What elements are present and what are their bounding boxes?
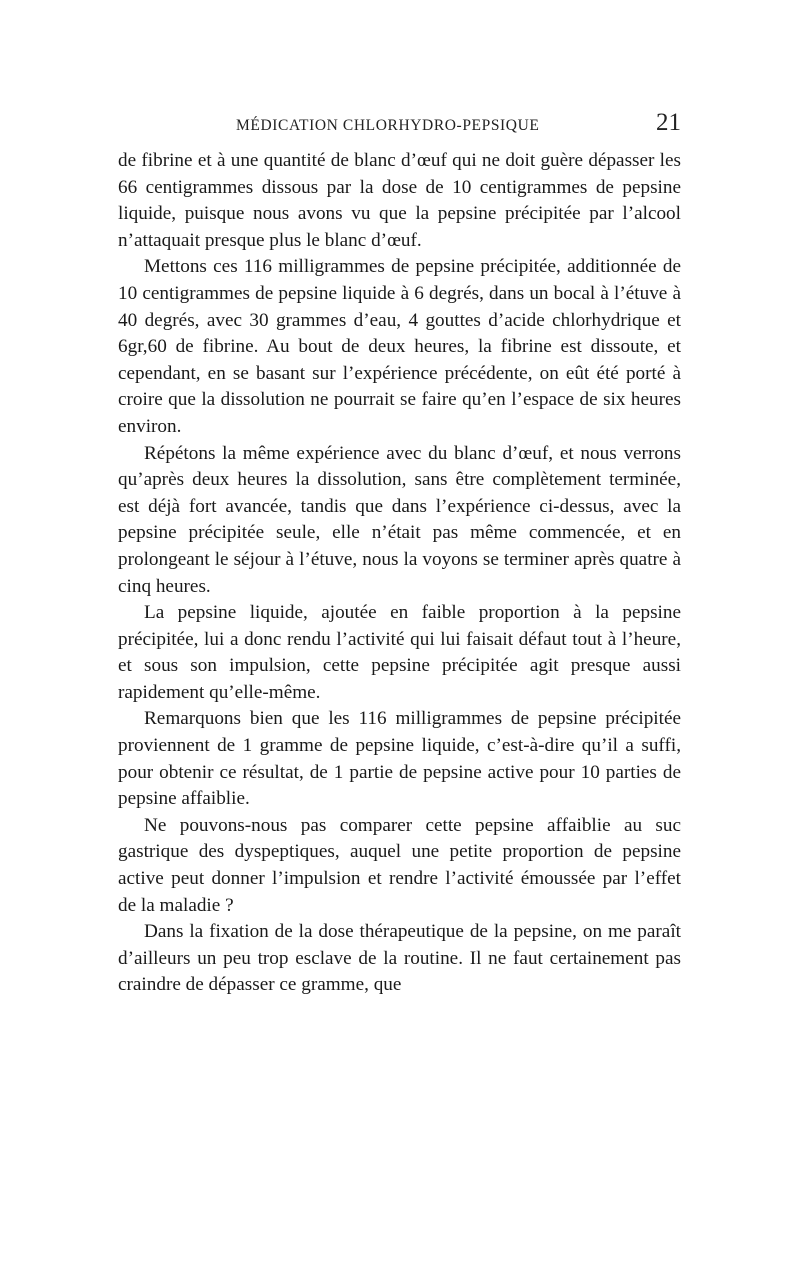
page-number: 21 xyxy=(656,109,681,136)
paragraph: de fibrine et à une quantité de blanc d’œuf qui ne doit guère dépasser les 66 centigrammes dissous par la dose de 10 centigrammes de pepsine liquide, puisque nous avons vu que la pepsine précipitée par l’alcool n’attaquait presque plus le blanc d’œuf. xyxy=(118,150,681,251)
paragraph: Dans la fixation de la dose thérapeutique de la pepsine, on me paraît d’ailleurs un peu trop esclave de la routine. Il ne faut certainement pas craindre de dépasser ce gramme, que xyxy=(118,921,681,996)
paragraph: Remarquons bien que les 116 milligrammes de pepsine précipitée proviennent de 1 gramme de pepsine liquide, c’est-à-dire qu’il a suffi, pour obtenir ce résultat, de 1 partie de pepsine active pour 10 parties de pepsine affaiblie. xyxy=(118,708,681,810)
paragraph: Ne pouvons-nous pas comparer cette pepsine affaiblie au suc gastrique des dyspeptiques, auquel une petite proportion de pepsine active peut donner l’impulsion et rendre l’activité émoussée par l’effet de la maladie ? xyxy=(118,814,681,916)
running-title: MÉDICATION CHLORHYDRO-PEPSIQUE xyxy=(236,117,540,134)
paragraph: Mettons ces 116 milligrammes de pepsine précipitée, additionnée de 10 centigrammes de pepsine liquide à 6 degrés, dans un bocal à l’étuve à 40 degrés, avec 30 grammes d’eau, 4 gouttes d’acide chlorhydrique et 6gr,60 de fibrine. Au bout de deux heures, la fibrine est dissoute, et cependant, en se basant sur l’expérience précédente, on eût été porté à croire que la dissolution ne pourrait se faire qu’en l’espace de six heures environ. xyxy=(118,256,681,437)
paragraph: Répétons la même expérience avec du blanc d’œuf, et nous verrons qu’après deux heures la dissolution, sans être complètement terminée, est déjà fort avancée, tandis que dans l’expérience ci-dessus, avec la pepsine précipitée seule, elle n’était pas même commencée, et en prolongeant le séjour à l’étuve, nous la voyons se terminer après quatre à cinq heures. xyxy=(118,442,681,597)
body-text xyxy=(118,148,681,999)
book-page xyxy=(118,105,681,999)
running-head xyxy=(118,105,681,139)
paragraph: La pepsine liquide, ajoutée en faible proportion à la pepsine précipitée, lui a donc rendu l’activité qui lui faisait défaut tout à l’heure, et sous son impulsion, cette pepsine précipitée agit presque aussi rapidement qu’elle-même. xyxy=(118,602,681,703)
